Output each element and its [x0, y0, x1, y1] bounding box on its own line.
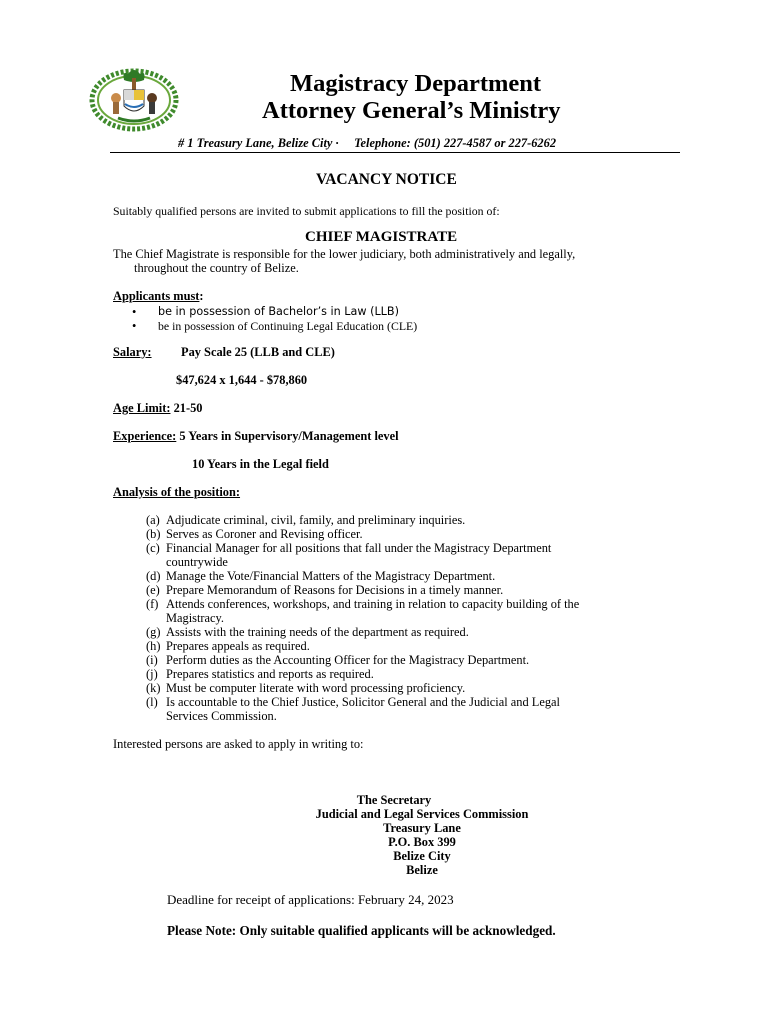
list-letter: (a)	[146, 513, 160, 527]
position-title: CHIEF MAGISTRATE	[305, 229, 458, 245]
coat-of-arms-logo	[88, 64, 180, 132]
recipient-line: Treasury Lane	[383, 821, 461, 835]
requirements-label: Applicants must	[113, 289, 200, 303]
recipient-line: The Secretary	[356, 793, 432, 807]
bullet-icon: •	[132, 319, 137, 333]
requirements-colon: :	[199, 289, 204, 303]
list-letter: (l)	[146, 695, 158, 709]
list-item-continuation: Magistracy.	[166, 611, 225, 625]
list-item: Prepares statistics and reports as required.	[166, 667, 374, 681]
list-letter: (e)	[146, 583, 160, 597]
list-item-continuation: countrywide	[166, 555, 228, 569]
deadline-text: Deadline for receipt of applications: February 24, 2023	[167, 892, 454, 907]
org-name-line1: Magistracy Department	[290, 70, 542, 97]
list-item: Prepares appeals as required.	[166, 639, 310, 653]
list-letter: (f)	[146, 597, 159, 611]
contact-line	[178, 136, 556, 151]
age-label: Age Limit:	[113, 401, 171, 415]
salary-label: Salary:	[113, 345, 152, 359]
list-letter: (d)	[146, 569, 161, 583]
age-limit	[113, 401, 203, 416]
list-letter: (g)	[146, 625, 161, 639]
list-item: Manage the Vote/Financial Matters of the Magistracy Department.	[166, 569, 496, 583]
apply-intro: Interested persons are asked to apply in writing to:	[113, 737, 364, 751]
intro-text: Suitably qualified persons are invited to submit applications to fill the position of:	[113, 204, 500, 218]
list-item: Prepare Memorandum of Reasons for Decisions in a timely manner.	[166, 583, 504, 597]
recipient-line: P.O. Box 399	[388, 835, 456, 849]
requirement-item: be in possession of Continuing Legal Education (CLE)	[158, 319, 418, 333]
experience-value1: 5 Years in Supervisory/Management level	[179, 429, 399, 443]
list-item-continuation: Services Commission.	[166, 709, 277, 723]
list-item: Assists with the training needs of the department as required.	[166, 625, 469, 639]
recipient-line: Judicial and Legal Services Commission	[315, 807, 529, 821]
list-letter: (h)	[146, 639, 161, 653]
list-letter: (k)	[146, 681, 161, 695]
recipient-line: Belize	[406, 863, 438, 877]
age-value: 21-50	[173, 401, 203, 415]
list-item: Is accountable to the Chief Justice, Solicitor General and the Judicial and Legal	[166, 695, 560, 709]
telephone-text: Telephone: (501) 227-4587 or 227-6262	[354, 136, 557, 150]
experience-value2: 10 Years in the Legal field	[192, 457, 329, 471]
list-item: Financial Manager for all positions that fall under the Magistracy Department	[166, 541, 552, 555]
list-item: Must be computer literate with word processing proficiency.	[166, 681, 466, 695]
requirement-item: be in possession of Bachelor’s in Law (LLB)	[158, 305, 399, 318]
salary-scale: Pay Scale 25 (LLB and CLE)	[181, 345, 335, 359]
list-item: Adjudicate criminal, civil, family, and preliminary inquiries.	[166, 513, 466, 527]
requirements-heading	[113, 289, 204, 304]
recipient-line: Belize City	[393, 849, 451, 863]
experience-line1	[113, 429, 399, 444]
bullet-icon: •	[132, 305, 137, 319]
org-name-line2: Attorney General’s Ministry	[262, 97, 561, 124]
experience-label: Experience:	[113, 429, 177, 443]
notice-title: VACANCY NOTICE	[316, 171, 457, 188]
list-item: Perform duties as the Accounting Officer for the Magistracy Department.	[166, 653, 530, 667]
analysis-heading: Analysis of the position:	[113, 485, 241, 499]
address-text: # 1 Treasury Lane, Belize City ·	[178, 136, 339, 150]
header-divider	[110, 152, 680, 153]
acknowledgement-note: Please Note: Only suitable qualified applicants will be acknowledged.	[167, 923, 556, 938]
list-item: Serves as Coroner and Revising officer.	[166, 527, 363, 541]
list-letter: (b)	[146, 527, 161, 541]
position-description-line2: throughout the country of Belize.	[134, 261, 299, 275]
list-item: Attends conferences, workshops, and training in relation to capacity building of the	[166, 597, 580, 611]
list-letter: (j)	[146, 667, 158, 681]
list-letter: (c)	[146, 541, 160, 555]
list-letter: (i)	[146, 653, 158, 667]
salary-range: $47,624 x 1,644 - $78,860	[176, 373, 308, 387]
position-description-line1: The Chief Magistrate is responsible for the lower judiciary, both administratively and legally,	[113, 247, 576, 261]
